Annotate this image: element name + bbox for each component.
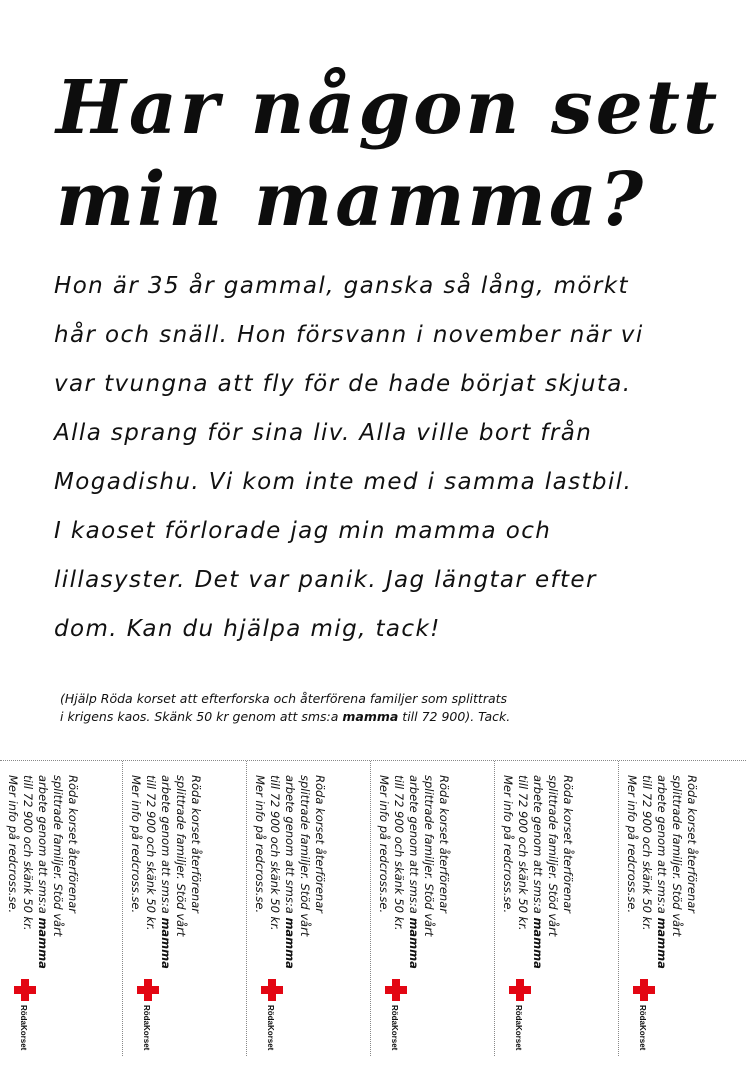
- tab-line: Mer info på redcross.se.: [625, 775, 639, 914]
- tear-off-tab[interactable]: [0, 761, 124, 1056]
- tab-line: till 72 900 och skänk 50 kr.: [640, 775, 654, 931]
- tear-off-tabs: [0, 761, 746, 1056]
- tab-line-text: arbete genom att sms:a: [159, 775, 173, 918]
- red-cross-icon: [509, 979, 531, 1001]
- tab-line: Röda korset återförenar: [66, 775, 80, 913]
- tab-line: Mer info på redcross.se.: [377, 775, 391, 914]
- tab-line: splittrade familjer. Stöd vårt: [51, 775, 65, 937]
- tab-line: Mer info på redcross.se.: [129, 775, 143, 914]
- footnote: [60, 690, 740, 726]
- tab-keyword: mamma: [36, 917, 50, 969]
- story-line: Alla sprang för sina liv. Alla ville bort från: [54, 420, 593, 446]
- tab-keyword: mamma: [655, 917, 669, 969]
- red-cross-logo: [381, 979, 411, 1049]
- red-cross-icon: [633, 979, 655, 1001]
- tab-line: Röda korset återförenar: [437, 775, 451, 913]
- story-line: var tvungna att fly för de hade börjat skjuta.: [54, 371, 632, 397]
- footnote-text: i krigens kaos. Skänk 50 kr genom att sms:a: [60, 709, 343, 724]
- tear-off-tab[interactable]: [122, 761, 246, 1056]
- footnote-keyword: mamma: [342, 709, 399, 724]
- headline: [56, 62, 736, 246]
- tab-line-text: arbete genom att sms:a: [283, 775, 297, 918]
- tab-line: Röda korset återförenar: [561, 775, 575, 913]
- tab-line-text: arbete genom att sms:a: [531, 775, 545, 918]
- tab-line: splittrade familjer. Stöd vårt: [174, 775, 188, 937]
- footnote-line-1: (Hjälp Röda korset att efterforska och återförena familjer som splittrats: [60, 691, 508, 706]
- tab-line: splittrade familjer. Stöd vårt: [298, 775, 312, 937]
- red-cross-logo: [629, 979, 659, 1049]
- brand-name: RödaKorset: [390, 1005, 399, 1051]
- tab-line: Röda korset återförenar: [685, 775, 699, 913]
- headline-line-2: min mamma?: [56, 157, 647, 243]
- tab-line: till 72 900 och skänk 50 kr.: [392, 775, 406, 931]
- brand-name: RödaKorset: [142, 1005, 151, 1051]
- brand-name: RödaKorset: [638, 1005, 647, 1051]
- red-cross-logo: [10, 979, 40, 1049]
- story-line: dom. Kan du hjälpa mig, tack!: [54, 616, 441, 642]
- tab-line: Mer info på redcross.se.: [501, 775, 515, 914]
- brand-name: RödaKorset: [19, 1005, 28, 1051]
- tab-keyword: mamma: [531, 917, 545, 969]
- story-line: I kaoset förlorade jag min mamma och: [54, 518, 552, 544]
- red-cross-icon: [137, 979, 159, 1001]
- red-cross-icon: [14, 979, 36, 1001]
- footnote-text-end: till 72 900). Tack.: [398, 709, 511, 724]
- red-cross-logo: [133, 979, 163, 1049]
- tab-keyword: mamma: [407, 917, 421, 969]
- tab-line: Röda korset återförenar: [189, 775, 203, 913]
- tab-line-text: arbete genom att sms:a: [36, 775, 50, 918]
- headline-line-1: Har någon sett: [56, 65, 721, 151]
- tab-line-text: arbete genom att sms:a: [655, 775, 669, 918]
- story-line: hår och snäll. Hon försvann i november när vi: [54, 322, 644, 348]
- tear-off-tab[interactable]: [246, 761, 370, 1056]
- tab-line: till 72 900 och skänk 50 kr.: [144, 775, 158, 931]
- tab-keyword: mamma: [159, 917, 173, 969]
- tab-line: splittrade familjer. Stöd vårt: [546, 775, 560, 937]
- tab-line: till 72 900 och skänk 50 kr.: [268, 775, 282, 931]
- story-line: lillasyster. Det var panik. Jag längtar efter: [54, 567, 597, 593]
- tear-off-tab[interactable]: [370, 761, 494, 1056]
- tab-line: till 72 900 och skänk 50 kr.: [21, 775, 35, 931]
- red-cross-logo: [257, 979, 287, 1049]
- tab-line: Mer info på redcross.se.: [6, 775, 20, 914]
- brand-name: RödaKorset: [514, 1005, 523, 1051]
- tear-off-tab[interactable]: [494, 761, 618, 1056]
- tab-line: splittrade familjer. Stöd vårt: [422, 775, 436, 937]
- tab-keyword: mamma: [283, 917, 297, 969]
- tear-off-tab[interactable]: [618, 761, 742, 1056]
- tab-line-text: arbete genom att sms:a: [407, 775, 421, 918]
- red-cross-logo: [505, 979, 535, 1049]
- tab-line: splittrade familjer. Stöd vårt: [670, 775, 684, 937]
- tab-line: till 72 900 och skänk 50 kr.: [516, 775, 530, 931]
- red-cross-icon: [385, 979, 407, 1001]
- tab-line: Mer info på redcross.se.: [253, 775, 267, 914]
- story-line: Mogadishu. Vi kom inte med i samma lastbil.: [54, 469, 633, 495]
- story-line: Hon är 35 år gammal, ganska så lång, mörkt: [54, 273, 629, 299]
- story-text: [54, 262, 724, 654]
- footnote-line-2: [60, 708, 740, 726]
- red-cross-icon: [261, 979, 283, 1001]
- tab-line: Röda korset återförenar: [313, 775, 327, 913]
- brand-name: RödaKorset: [266, 1005, 275, 1051]
